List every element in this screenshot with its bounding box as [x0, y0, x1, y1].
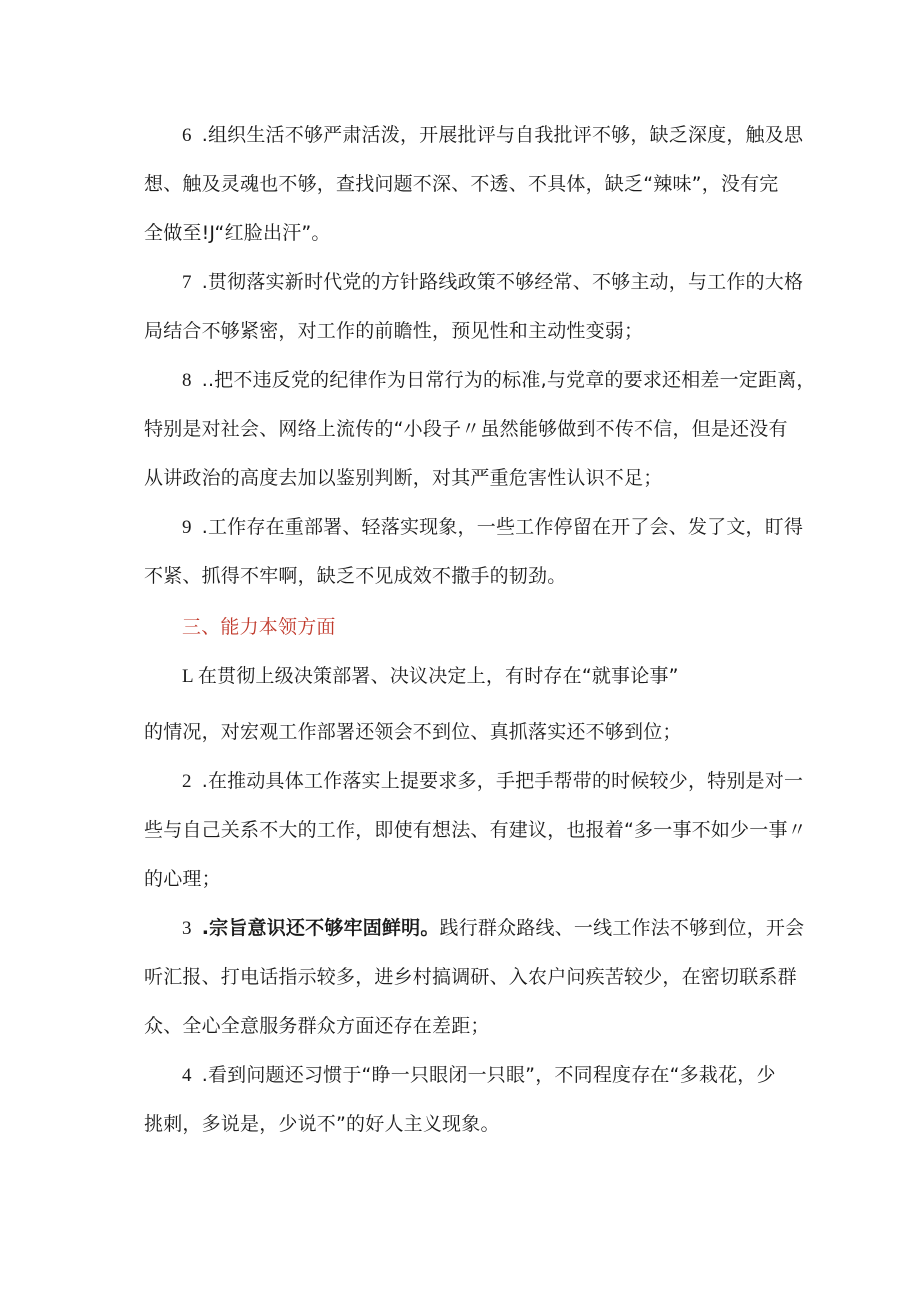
item-8-line-1	[182, 367, 816, 394]
item-6-line-3: 全做至!J“红脸出汗”。	[144, 222, 331, 244]
item-number: 3	[182, 918, 192, 939]
item-number: 8	[182, 370, 192, 391]
item-number: 7	[182, 272, 192, 293]
item-number: 6	[182, 125, 192, 146]
section-item-3-line-2: 听汇报、打电话指示较多，进乡村搞调研、入农户问疾苦较少，在密切联系群	[144, 966, 797, 988]
section-item-4-line-1	[182, 1062, 776, 1089]
section-item-4-line-2: 挑刺，多说是，少说不”的好人主义现象。	[144, 1113, 500, 1135]
item-9-line-1	[182, 514, 803, 541]
section-item-2-line-2: 些与自己关系不大的工作，即使有想法、有建议，也报着“多一事不如少一事〃	[144, 819, 807, 841]
section-item-2-line-1	[182, 768, 803, 795]
item-text: .组织生活不够严肃活泼，开展批评与自我批评不够，缺乏深度，触及思	[201, 124, 804, 146]
item-6-line-1	[182, 122, 803, 149]
item-9-line-2: 不紧、抓得不牢啊，缺乏不见成效不撒手的韧劲。	[144, 565, 567, 587]
section-item-1-line-1	[182, 663, 679, 690]
item-6-line-2: 想、触及灵魂也不够，查找问题不深、不透、不具体，缺乏“辣味”，没有完	[144, 173, 779, 195]
item-8-line-2: 特别是对社会、网络上流传的“小段子〃虽然能够做到不传不信，但是还没有	[144, 418, 788, 440]
item-text: .在推动具体工作落实上提要求多，手把手帮带的时候较少，特别是对一	[201, 770, 804, 792]
section-item-2-line-3: 的心理；	[144, 868, 221, 890]
item-text: ..把不违反党的纪律作为日常行为的标准,与党章的要求还相差一定距离，	[201, 369, 816, 391]
item-number: L	[182, 666, 194, 687]
item-7-line-2: 局结合不够紧密，对工作的前瞻性，预见性和主动性变弱；	[144, 320, 644, 342]
item-text: .贯彻落实新时代党的方针路线政策不够经常、不够主动，与工作的大格	[201, 271, 804, 293]
section-item-3-line-3: 众、全心全意服务群众方面还存在差距；	[144, 1015, 490, 1037]
section-item-3-line-1	[182, 915, 804, 942]
item-text: .看到问题还习惯于“睁一只眼闭一只眼”，不同程度存在“多栽花，少	[201, 1064, 776, 1086]
item-bold-text: .宗旨意识还不够牢固鲜明。	[201, 917, 440, 939]
item-number: 2	[182, 771, 192, 792]
item-text: 践行群众路线、一线工作法不够到位，开会	[439, 917, 805, 939]
item-text: 在贯彻上级决策部署、决议决定上，有时存在“就事论事”	[197, 665, 679, 687]
item-text: .工作存在重部署、轻落实现象，一些工作停留在开了会、发了文，盯得	[201, 516, 804, 538]
item-7-line-1	[182, 269, 803, 296]
section-heading: 三、能力本领方面	[182, 616, 336, 638]
item-number: 4	[182, 1065, 192, 1086]
item-number: 9	[182, 517, 192, 538]
item-8-line-3: 从讲政治的高度去加以鉴别判断，对其严重危害性认识不足；	[144, 467, 663, 489]
section-item-1-line-2: 的情况，对宏观工作部署还领会不到位、真抓落实还不够到位；	[144, 721, 682, 743]
